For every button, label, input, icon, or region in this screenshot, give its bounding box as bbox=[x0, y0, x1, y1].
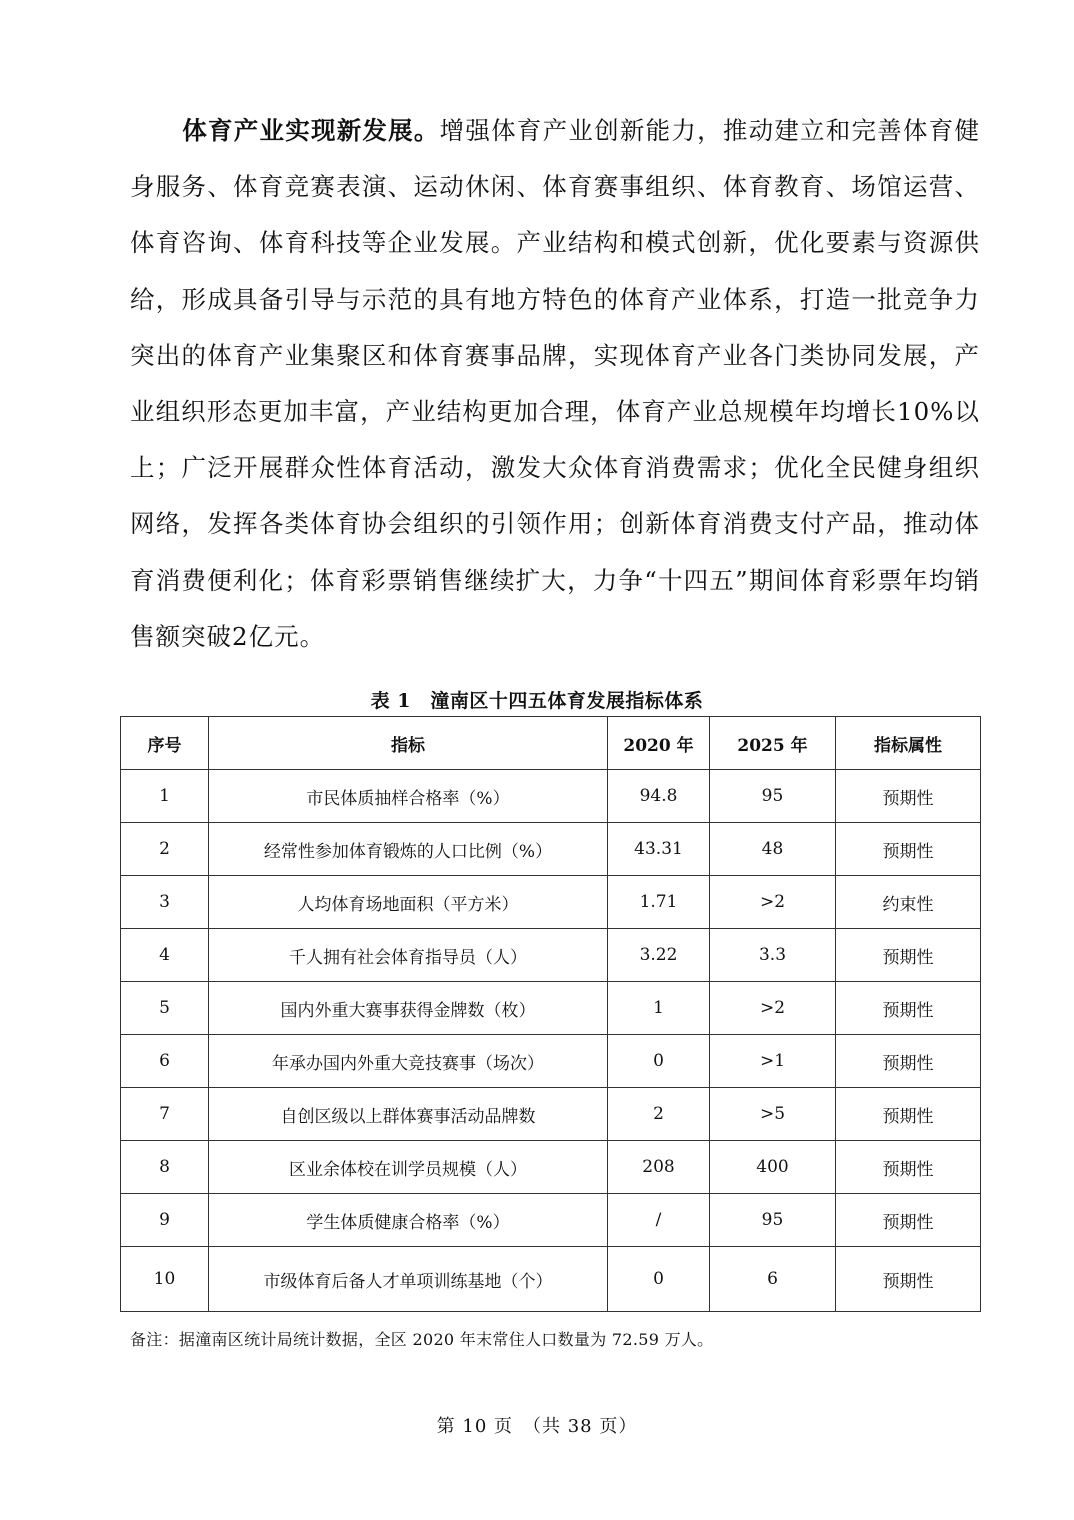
cell-attribute: 约束性 bbox=[836, 876, 981, 929]
cell-attribute: 预期性 bbox=[836, 1247, 981, 1312]
cell-index: 4 bbox=[121, 929, 209, 982]
cell-2025: >5 bbox=[710, 1088, 836, 1141]
cell-attribute: 预期性 bbox=[836, 1141, 981, 1194]
cell-2025: >2 bbox=[710, 982, 836, 1035]
cell-indicator: 市级体育后备人才单项训练基地（个） bbox=[209, 1247, 608, 1312]
table-row bbox=[121, 1035, 981, 1088]
cell-2020: 1.71 bbox=[608, 876, 710, 929]
table-row bbox=[121, 982, 981, 1035]
header-2025: 2025 年 bbox=[710, 717, 836, 770]
cell-2020: / bbox=[608, 1194, 710, 1247]
table-row bbox=[121, 876, 981, 929]
table-footnote: 备注：据潼南区统计局统计数据，全区 2020 年末常住人口数量为 72.59 万人。 bbox=[130, 1330, 714, 1349]
cell-index: 10 bbox=[121, 1247, 209, 1312]
cell-2025: 400 bbox=[710, 1141, 836, 1194]
table-row bbox=[121, 1247, 981, 1312]
cell-indicator: 人均体育场地面积（平方米） bbox=[209, 876, 608, 929]
cell-index: 6 bbox=[121, 1035, 209, 1088]
cell-2020: 2 bbox=[608, 1088, 710, 1141]
paragraph-body: 增强体育产业创新能力，推动建立和完善体育健身服务、体育竞赛表演、运动休闲、体育赛事组织、体育教育、场馆运营、体育咨询、体育科技等企业发展。产业结构和模式创新，优化要素与资源供给，形成具备引导与示范的具有地方特色的体育产业体系，打造一批竞争力突出的体育产业集聚区和体育赛事品牌，实现体育产业各门类协同发展，产业组织形态更加丰富，产业结构更加合理，体育产业总规模年均增长10%以上；广泛开展群众性体育活动，激发大众体育消费需求；优化全民健身组织网络，发挥各类体育协会组织的引领作用；创新体育消费支付产品，推动体育消费便利化；体育彩票销售继续扩大，力争“十四五”期间体育彩票年均销售额突破2亿元。 bbox=[130, 116, 981, 651]
cell-index: 3 bbox=[121, 876, 209, 929]
table-row bbox=[121, 929, 981, 982]
cell-indicator: 自创区级以上群体赛事活动品牌数 bbox=[209, 1088, 608, 1141]
cell-2020: 3.22 bbox=[608, 929, 710, 982]
cell-2020: 0 bbox=[608, 1247, 710, 1312]
cell-2025: 48 bbox=[710, 823, 836, 876]
cell-2025: 95 bbox=[710, 1194, 836, 1247]
cell-2020: 1 bbox=[608, 982, 710, 1035]
paragraph-lead: 体育产业实现新发展。 bbox=[182, 116, 440, 145]
page-number: 第 10 页 （共 38 页） bbox=[436, 1416, 638, 1437]
cell-attribute: 预期性 bbox=[836, 823, 981, 876]
cell-indicator: 国内外重大赛事获得金牌数（枚） bbox=[209, 982, 608, 1035]
table-row bbox=[121, 1088, 981, 1141]
cell-index: 8 bbox=[121, 1141, 209, 1194]
section-paragraph bbox=[130, 103, 980, 665]
cell-attribute: 预期性 bbox=[836, 1035, 981, 1088]
cell-2025: 95 bbox=[710, 770, 836, 823]
header-indicator: 指标 bbox=[209, 717, 608, 770]
cell-indicator: 经常性参加体育锻炼的人口比例（%） bbox=[209, 823, 608, 876]
table-row bbox=[121, 1141, 981, 1194]
table-header-row bbox=[121, 717, 981, 770]
header-2020: 2020 年 bbox=[608, 717, 710, 770]
cell-2020: 208 bbox=[608, 1141, 710, 1194]
cell-indicator: 市民体质抽样合格率（%） bbox=[209, 770, 608, 823]
cell-index: 9 bbox=[121, 1194, 209, 1247]
header-index: 序号 bbox=[121, 717, 209, 770]
cell-2020: 94.8 bbox=[608, 770, 710, 823]
cell-2020: 43.31 bbox=[608, 823, 710, 876]
cell-indicator: 学生体质健康合格率（%） bbox=[209, 1194, 608, 1247]
cell-index: 5 bbox=[121, 982, 209, 1035]
cell-2025: 3.3 bbox=[710, 929, 836, 982]
cell-2025: >2 bbox=[710, 876, 836, 929]
cell-2020: 0 bbox=[608, 1035, 710, 1088]
cell-2025: 6 bbox=[710, 1247, 836, 1312]
cell-attribute: 预期性 bbox=[836, 1088, 981, 1141]
cell-index: 2 bbox=[121, 823, 209, 876]
header-attribute: 指标属性 bbox=[836, 717, 981, 770]
cell-2025: >1 bbox=[710, 1035, 836, 1088]
cell-indicator: 区业余体校在训学员规模（人） bbox=[209, 1141, 608, 1194]
cell-attribute: 预期性 bbox=[836, 929, 981, 982]
indicator-table bbox=[120, 716, 981, 1312]
cell-index: 7 bbox=[121, 1088, 209, 1141]
table-row bbox=[121, 1194, 981, 1247]
cell-indicator: 年承办国内外重大竞技赛事（场次） bbox=[209, 1035, 608, 1088]
cell-attribute: 预期性 bbox=[836, 982, 981, 1035]
table-caption: 表 1 潼南区十四五体育发展指标体系 bbox=[370, 690, 704, 712]
table-row bbox=[121, 823, 981, 876]
cell-index: 1 bbox=[121, 770, 209, 823]
table-row bbox=[121, 770, 981, 823]
cell-attribute: 预期性 bbox=[836, 770, 981, 823]
cell-attribute: 预期性 bbox=[836, 1194, 981, 1247]
cell-indicator: 千人拥有社会体育指导员（人） bbox=[209, 929, 608, 982]
